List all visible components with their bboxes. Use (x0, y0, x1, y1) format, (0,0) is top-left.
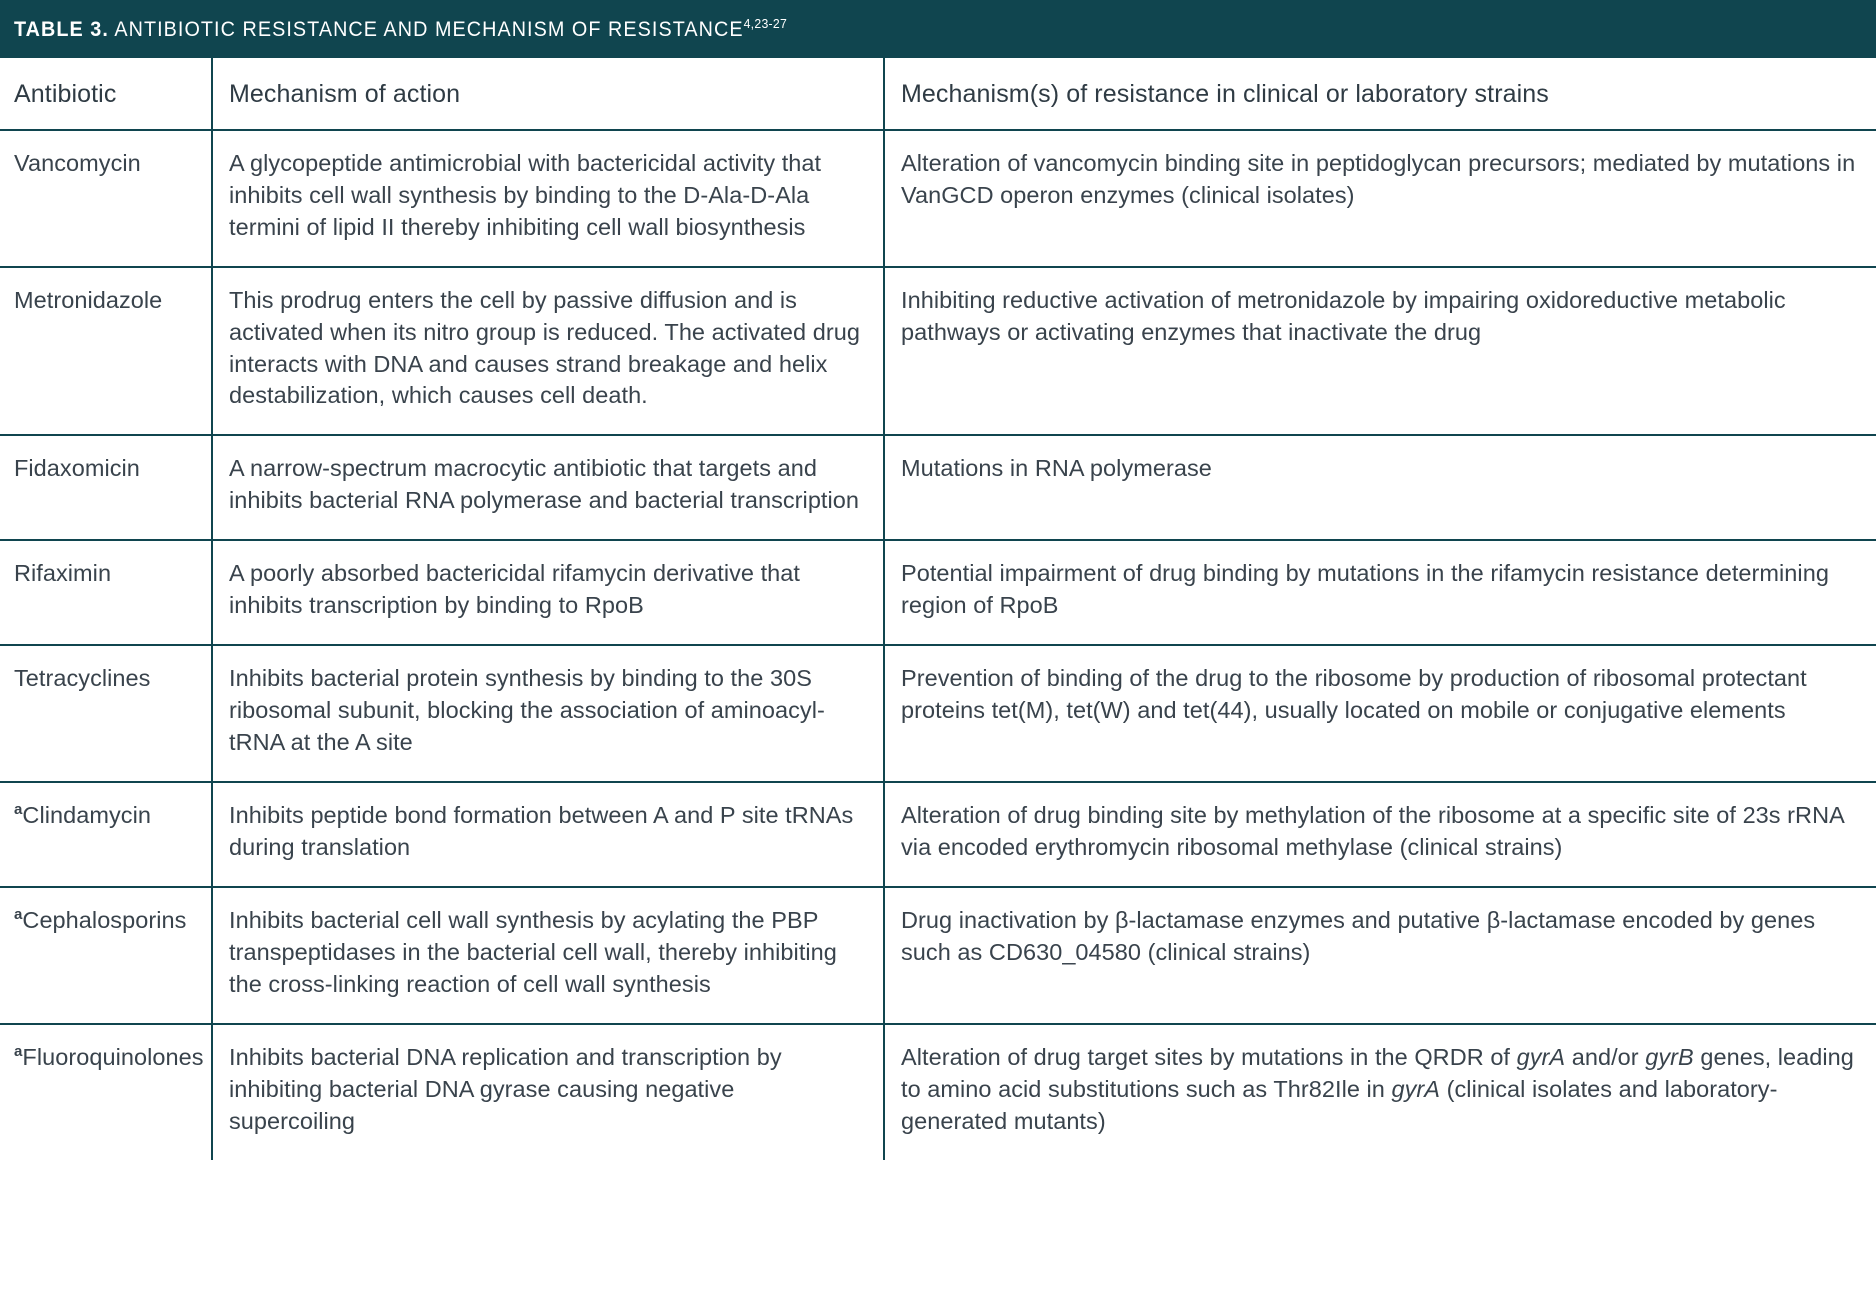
column-header-mechanism-of-resistance: Mechanism(s) of resistance in clinical or laboratory strains (884, 58, 1876, 130)
antibiotic-name: Tetracyclines (14, 665, 151, 692)
cell-antibiotic (0, 130, 212, 267)
table-row (0, 887, 1876, 1024)
footnote-marker: a (14, 801, 23, 819)
cell-mechanism-of-action: Inhibits bacterial cell wall synthesis by acylating the PBP transpeptidases in the bacterial cell wall, thereby inhibiting the cross-linking reaction of cell wall synthesis (212, 887, 884, 1024)
table-body (0, 130, 1876, 1160)
cell-mechanism-of-resistance: Drug inactivation by β-lactamase enzymes and putative β-lactamase encoded by genes such as CD630_04580 (clinical strains) (884, 887, 1876, 1024)
antibiotic-name: Fluoroquinolones (22, 1043, 204, 1070)
text-run: genes, leading to amino acid substitutions such as Thr82Ile in (901, 1043, 1854, 1102)
table-row (0, 267, 1876, 436)
cell-mechanism-of-action: Inhibits peptide bond formation between A and P site tRNAs during translation (212, 782, 884, 887)
text-run: (clinical isolates and laboratory-generated mutants) (901, 1075, 1778, 1134)
table-row (0, 645, 1876, 782)
table-row (0, 130, 1876, 267)
antibiotic-name: Metronidazole (14, 286, 163, 313)
antibiotic-name: Cephalosporins (22, 907, 187, 933)
cell-antibiotic (0, 1024, 212, 1160)
antibiotic-name: Rifaximin (14, 560, 112, 587)
cell-mechanism-of-action: Inhibits bacterial DNA replication and transcription by inhibiting bacterial DNA gyrase causing negative supercoiling (212, 1024, 884, 1160)
gene-name-italic: gyrA (1516, 1043, 1566, 1070)
text-run: and/or (1565, 1043, 1646, 1070)
table-row (0, 1024, 1876, 1160)
cell-antibiotic (0, 267, 212, 436)
antibiotic-name: Fidaxomicin (14, 455, 140, 482)
table-row (0, 435, 1876, 540)
antibiotic-name: Clindamycin (22, 802, 151, 829)
cell-mechanism-of-resistance: Mutations in RNA polymerase (884, 435, 1876, 540)
antibiotic-resistance-table (0, 58, 1876, 1160)
table-header-row (0, 58, 1876, 130)
cell-mechanism-of-action: This prodrug enters the cell by passive diffusion and is activated when its nitro group is reduced. The activated drug interacts with DNA and causes strand breakage and helix destabilization, which causes cell death. (212, 267, 884, 436)
antibiotic-name: Vancomycin (14, 149, 141, 176)
gene-name-italic: gyrA (1391, 1075, 1441, 1102)
table-head (0, 58, 1876, 130)
cell-antibiotic (0, 435, 212, 540)
column-header-antibiotic: Antibiotic (0, 58, 212, 130)
cell-antibiotic (0, 782, 212, 887)
table-title-text: ANTIBIOTIC RESISTANCE AND MECHANISM OF RESISTANCE (114, 17, 744, 42)
cell-mechanism-of-action: A narrow-spectrum macrocytic antibiotic that targets and inhibits bacterial RNA polymerase and bacterial transcription (212, 435, 884, 540)
cell-mechanism-of-action: A glycopeptide antimicrobial with bactericidal activity that inhibits cell wall synthesis by binding to the D-Ala-D-Ala termini of lipid II thereby inhibiting cell wall biosynthesis (212, 130, 884, 267)
cell-mechanism-of-resistance (884, 1024, 1876, 1160)
table-row (0, 782, 1876, 887)
cell-antibiotic (0, 645, 212, 782)
table-title-bar (0, 0, 1876, 58)
cell-mechanism-of-resistance: Alteration of drug binding site by methylation of the ribosome at a specific site of 23s rRNA via encoded erythromycin ribosomal methylase (clinical strains) (884, 782, 1876, 887)
cell-mechanism-of-action: A poorly absorbed bactericidal rifamycin derivative that inhibits transcription by binding to RpoB (212, 540, 884, 645)
table-title (14, 17, 787, 41)
cell-mechanism-of-resistance: Inhibiting reductive activation of metronidazole by impairing oxidoreductive metabolic pathways or activating enzymes that inactivate the drug (884, 267, 1876, 436)
table-row (0, 540, 1876, 645)
gene-name-italic: gyrB (1645, 1043, 1694, 1070)
cell-mechanism-of-resistance: Potential impairment of drug binding by mutations in the rifamycin resistance determining region of RpoB (884, 540, 1876, 645)
cell-mechanism-of-action: Inhibits bacterial protein synthesis by binding to the 30S ribosomal subunit, blocking the association of aminoacyl-tRNA at the A site (212, 645, 884, 782)
text-run: Alteration of drug target sites by mutations in the QRDR of (901, 1043, 1517, 1070)
footnote-marker: a (14, 1043, 23, 1061)
cell-antibiotic (0, 540, 212, 645)
table-number-label: TABLE 3. (14, 17, 109, 42)
table-title-superscript: 4,23-27 (743, 16, 788, 32)
column-header-mechanism-of-action: Mechanism of action (212, 58, 884, 130)
cell-mechanism-of-resistance: Prevention of binding of the drug to the ribosome by production of ribosomal protectant proteins tet(M), tet(W) and tet(44), usually located on mobile or conjugative elements (884, 645, 1876, 782)
cell-antibiotic (0, 887, 212, 1024)
footnote-marker: a (14, 906, 23, 924)
cell-mechanism-of-resistance: Alteration of vancomycin binding site in peptidoglycan precursors; mediated by mutations in VanGCD operon enzymes (clinical isolates) (884, 130, 1876, 267)
